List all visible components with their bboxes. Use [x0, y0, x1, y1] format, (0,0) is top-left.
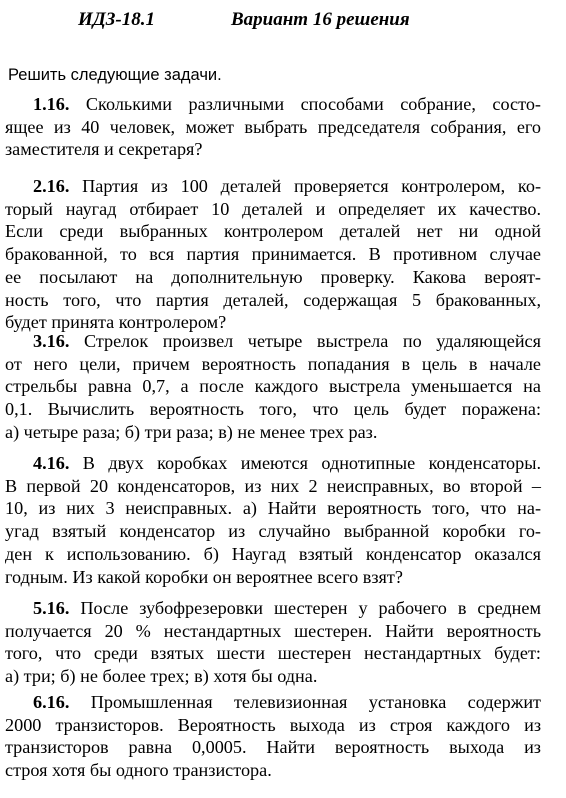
problem-line: получается 20 % нестандартных шестерен. Найти вероятность — [5, 620, 541, 641]
problem-line: Сколькими различными способами собрание, состо- — [85, 94, 541, 114]
variant-title: Вариант 16 решения — [231, 9, 410, 30]
problem-number: 4.16. — [33, 453, 70, 473]
problem-number: 5.16. — [33, 598, 70, 618]
problem-line: ее посылают на дополнительную проверку. Какова вероят- — [5, 266, 541, 287]
problem-line: заместителя и секретаря? — [5, 139, 203, 160]
problem-number: 2.16. — [33, 176, 70, 196]
problem-line: бракованной, то вся партия принимается. В противном случае — [5, 244, 541, 265]
problem-line: 0,1. Вычислить вероятность того, что цель будет поражена: — [5, 399, 541, 420]
problem-line: Промышленная телевизионная установка содержит — [90, 692, 541, 712]
problem-number: 3.16. — [33, 331, 70, 351]
problem-line: ден к использованию. б) Наугад взятый конденсатор оказался — [5, 543, 541, 564]
problem-line: торый наугад отбирает 10 деталей и определяет их качество. — [5, 198, 541, 219]
problem-line: Если среди выбранных контролером деталей нет ни одной — [5, 221, 541, 242]
problem-5 — [5, 597, 541, 688]
problem-line: В двух коробках имеются однотипные конденсаторы. — [82, 453, 541, 473]
problem-line: Партия из 100 деталей проверяется контролером, ко- — [82, 176, 541, 196]
problem-line: того, что среди взятых шести шестерен нестандартных будет: — [5, 643, 541, 664]
problem-line: годным. Из какой коробки он вероятнее всего взят? — [5, 566, 403, 587]
assignment-code: ИДЗ-18.1 — [78, 9, 156, 30]
problem-line: 2000 транзисторов. Вероятность выхода из строя каждого из — [5, 714, 541, 735]
intro-text: Решить следующие задачи. — [8, 66, 222, 84]
problem-line: ность того, что партия деталей, содержащая 5 бракованных, — [5, 289, 541, 310]
problem-line: 10, из них 3 неисправных. а) Найти вероятность того, что на- — [5, 498, 541, 519]
problem-4 — [5, 452, 541, 588]
problem-line: а) четыре раза; б) три раза; в) не менее трех раз. — [5, 421, 378, 442]
problem-6 — [5, 691, 541, 782]
problem-line: от него цели, причем вероятность попадания в цель в начале — [5, 353, 541, 374]
problem-line: После зубофрезеровки шестерен у рабочего в среднем — [80, 598, 541, 618]
problem-line: угад взятый конденсатор из случайно выбранной коробки го- — [5, 521, 541, 542]
problem-line: транзисторов равна 0,0005. Найти вероятность выхода из — [5, 737, 541, 758]
problem-number: 6.16. — [33, 692, 70, 712]
problem-line: будет принята контролером? — [5, 312, 227, 333]
problem-line: стрельбы равна 0,7, а после каждого выстрела уменьшается на — [5, 376, 541, 397]
problem-number: 1.16. — [33, 94, 70, 114]
problem-line: строя хотя бы одного транзистора. — [5, 760, 272, 781]
page-header — [78, 6, 498, 34]
problem-2 — [5, 175, 541, 334]
problem-line: ящее из 40 человек, может выбрать председателя собрания, его — [5, 116, 541, 137]
problem-3 — [5, 330, 541, 444]
problem-line: В первой 20 конденсаторов, из них 2 неисправных, во второй – — [5, 475, 541, 496]
problem-line: а) три; б) не более трех; в) хотя бы одна. — [5, 666, 318, 687]
problem-line: Стрелок произвел четыре выстрела по удаляющейся — [83, 331, 541, 351]
problem-1 — [5, 93, 541, 161]
